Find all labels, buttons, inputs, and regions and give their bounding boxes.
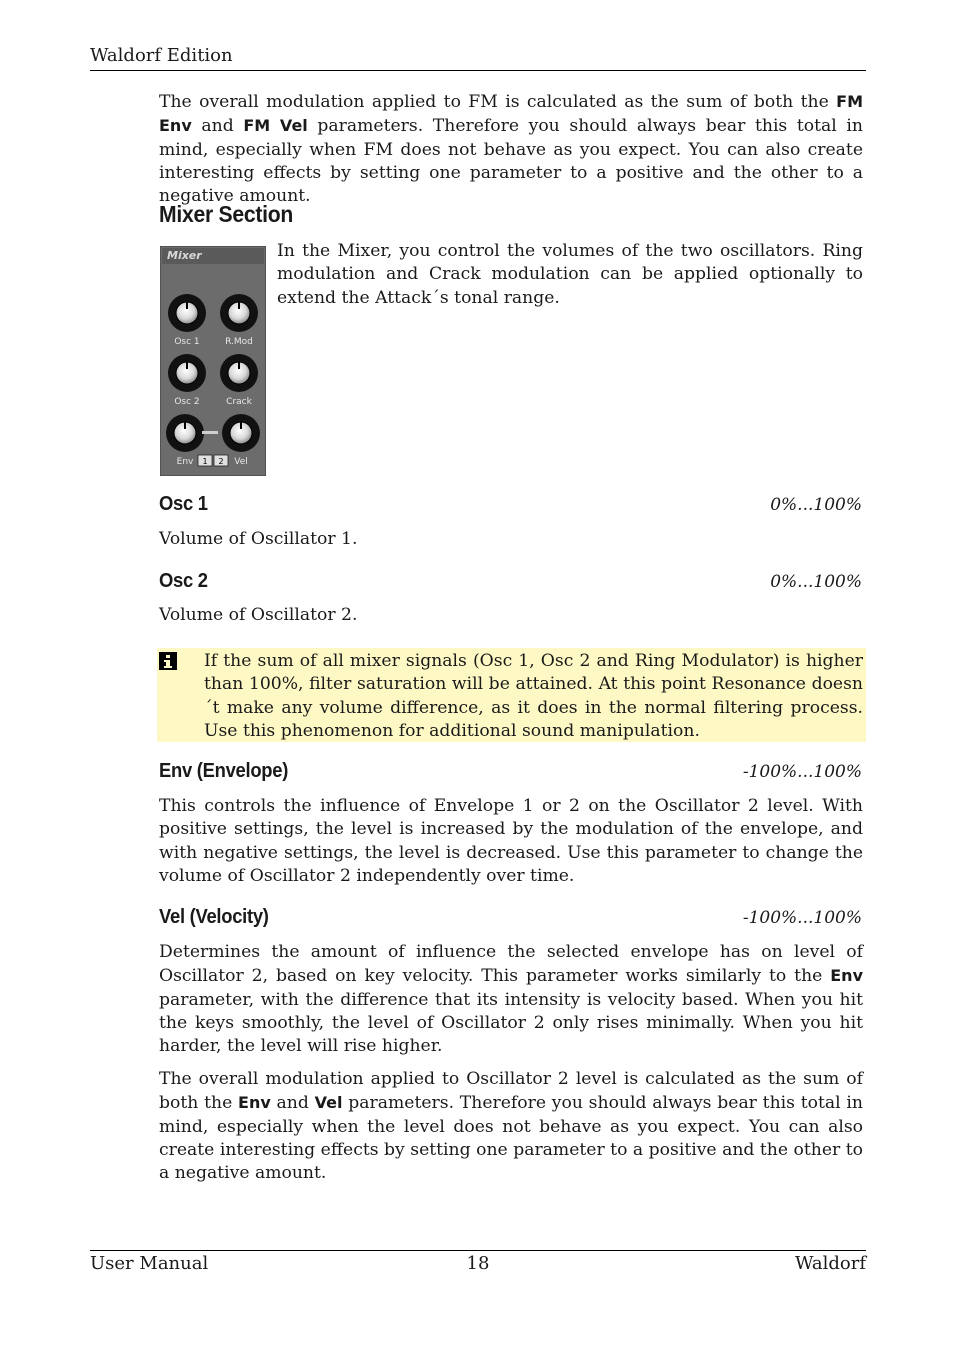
knob-crack[interactable] (220, 354, 258, 392)
knob-vel[interactable] (222, 414, 260, 452)
info-note-text: If the sum of all mixer signals (Osc 1, Osc 2 and Ring Modulator) is higher than 100%, filter saturation will be attained. At this point Resonance doesn´t make any volume difference, as it does in the normal filtering process. Use this phenomenon for additional sound manipulation. (204, 651, 863, 741)
knob-rmod[interactable] (220, 294, 258, 332)
param-env-desc: This controls the influence of Envelope 1 or 2 on the Oscillator 2 level. With positive settings, the level is increased by the modulation of the envelope, and with negative settings, the level is decreased. Use this parameter to change the volume of Oscillator 2 independently over time. (159, 796, 863, 886)
footer-left: User Manual (90, 1253, 209, 1274)
closing-paragraph: The overall modulation applied to Oscillator 2 level is calculated as the sum of both the Env and Vel parameters. Therefore you should always bear this total in mind, especially when the level does not behave as you expect. You can also create interesting effects by setting one parameter to a positive and the other to a negative amount. (159, 1069, 863, 1184)
knob-label-rmod: R.Mod (225, 337, 253, 347)
footer-right: Waldorf (794, 1253, 866, 1274)
param-osc2-range: 0%...100% (770, 572, 862, 592)
page-header (90, 45, 866, 71)
mixer-panel-title: Mixer (167, 249, 202, 262)
knob-label-crack: Crack (226, 397, 252, 407)
param-env-range: -100%...100% (742, 762, 862, 782)
knob-label-osc2: Osc 2 (174, 397, 200, 407)
page-footer (90, 1250, 866, 1274)
mixer-description: In the Mixer, you control the volumes of the two oscillators. Ring modulation and Crack modulation can be applied optionally to extend the Attack´s tonal range. (277, 241, 863, 308)
knob-osc1[interactable] (168, 294, 206, 332)
knob-osc2[interactable] (168, 354, 206, 392)
param-osc2-name: Osc 2 (159, 570, 208, 592)
env-button-1-label: 1 (202, 457, 208, 466)
knob-env[interactable] (166, 414, 204, 452)
mixer-section-heading: Mixer Section (159, 201, 294, 227)
param-vel-range: -100%...100% (742, 908, 862, 928)
header-title: Waldorf Edition (90, 45, 233, 66)
param-osc1-name: Osc 1 (159, 493, 208, 515)
knob-label-env: Env (176, 457, 194, 467)
env-button-2-label: 2 (218, 457, 224, 466)
info-note (157, 648, 866, 742)
param-vel-desc: Determines the amount of influence the selected envelope has on level of Oscillator 2, based on key velocity. This parameter works similarly to the Env parameter, with the difference that its intensity is velocity based. When you hit the keys smoothly, the level of Oscillator 2 only rises minimally. When you hit harder, the level will rise higher. (159, 942, 863, 1057)
mixer-panel-image (160, 246, 266, 476)
param-osc1-range: 0%...100% (770, 495, 862, 515)
intro-paragraph: The overall modulation applied to FM is calculated as the sum of both the FM Env and FM Vel parameters. Therefore you should always bear this total in mind, especially when FM does not behave as you expect. You can also create interesting effects by setting one parameter to a positive and the other to a negative amount. (159, 92, 863, 207)
knob-label-osc1: Osc 1 (174, 337, 200, 347)
param-env-name: Env (Envelope) (159, 760, 289, 782)
knob-label-vel: Vel (234, 457, 248, 467)
param-osc2-desc: Volume of Oscillator 2. (159, 605, 358, 625)
info-icon (159, 652, 177, 670)
param-vel-name: Vel (Velocity) (159, 906, 269, 928)
footer-page-number: 18 (466, 1253, 490, 1274)
param-osc1-desc: Volume of Oscillator 1. (159, 529, 358, 549)
